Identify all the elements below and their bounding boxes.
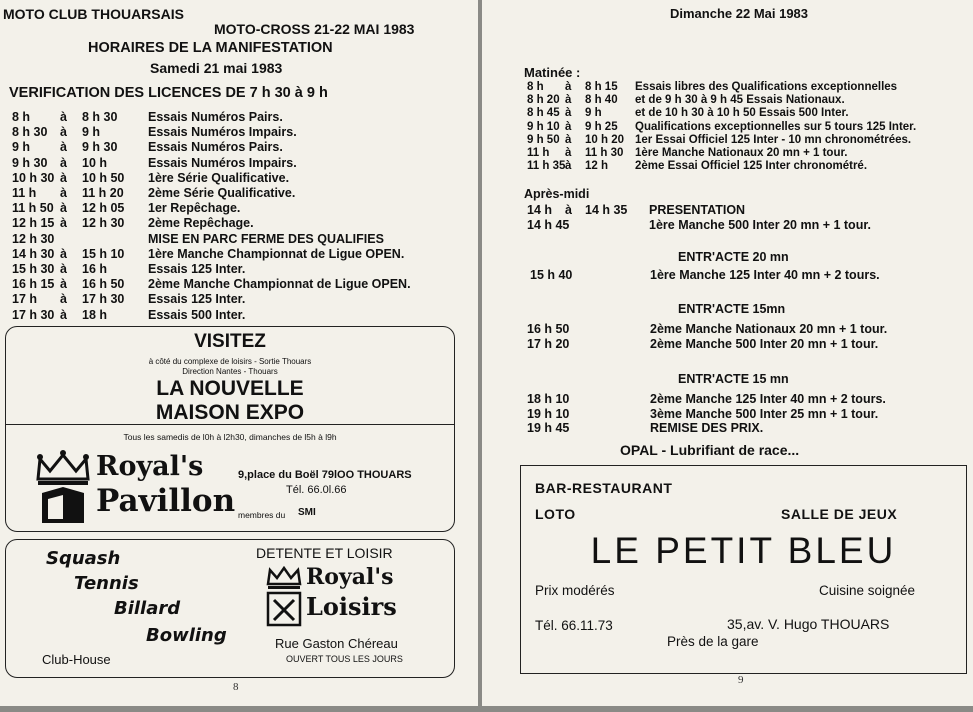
loisirs-street: Rue Gaston Chéreau: [275, 636, 398, 651]
event-title: MOTO-CROSS 21-22 MAI 1983: [214, 21, 415, 37]
schedule-from: 8 h 20: [527, 94, 560, 107]
schedule-to: [82, 232, 148, 247]
schedule-to: 10 h 50: [82, 170, 125, 185]
evening-block-2: [527, 392, 886, 436]
schedule-a: à: [565, 133, 572, 146]
schedule-to: 11 h 30: [585, 147, 624, 160]
time-1540: 15 h 40: [530, 268, 573, 282]
schedule-row: [12, 216, 411, 231]
schedule-row: [527, 81, 916, 94]
schedule-a: [565, 218, 585, 233]
schedule-label: Essais libres des Qualifications exceptionnelles: [635, 81, 898, 93]
crown-shield-icon: [264, 566, 304, 628]
schedule-a: à: [60, 277, 67, 292]
schedule-label: 1er Essai Officiel 125 Inter - 10 mn chronométrées.: [635, 133, 912, 146]
expo-name-line2: MAISON EXPO: [155, 401, 305, 424]
schedule-row: [527, 147, 916, 160]
schedule-label: 1ère Manche 500 Inter 20 mn + 1 tour.: [649, 218, 871, 232]
schedule-row: [12, 262, 411, 277]
schedule-label: Essais Numéros Pairs.: [148, 140, 283, 155]
schedule-to: 9 h: [82, 125, 101, 140]
schedule-row: [12, 292, 411, 307]
schedule-row: [527, 392, 886, 407]
bar-restaurant: BAR-RESTAURANT: [535, 480, 673, 496]
schedule-to: 12 h: [585, 160, 609, 173]
royals-brand: Royal's: [96, 451, 204, 482]
schedule-a: à: [60, 186, 67, 201]
schedule-to: 8 h 15: [585, 81, 618, 93]
schedule-row: [527, 322, 887, 337]
opal-slogan: OPAL - Lubrifiant de race...: [620, 442, 800, 458]
schedule-to: 16 h: [82, 262, 108, 277]
sport-bowling: Bowling: [146, 625, 227, 646]
schedule-a: à: [60, 262, 67, 277]
club-name: MOTO CLUB THOUARSAIS: [3, 6, 184, 22]
schedule-to: 18 h: [82, 307, 108, 322]
page-number-right: 9: [738, 674, 744, 686]
schedule-row: [527, 407, 886, 422]
schedule-to: [585, 218, 649, 233]
schedule-from: 12 h 30: [12, 231, 55, 246]
schedule-a: à: [60, 216, 67, 231]
schedule-label: et de 9 h 30 à 9 h 45 Essais Nationaux.: [635, 94, 845, 107]
entracte-15b: ENTR'ACTE 15 mn: [678, 372, 789, 386]
morning-schedule: [527, 81, 916, 173]
detente-loisir: DETENTE ET LOISIR: [256, 545, 393, 561]
schedule-row: [527, 94, 916, 107]
prix-moderes: Prix modérés: [535, 583, 615, 598]
schedule-row: [12, 110, 411, 125]
schedule-label: 2ème Manche 500 Inter 20 mn + 1 tour.: [650, 337, 879, 351]
schedule-to: 12 h 30: [82, 216, 125, 231]
maison-expo-ad: [5, 326, 455, 532]
schedule-row: [12, 171, 411, 186]
schedule-from: 8 h: [12, 110, 31, 124]
schedule-from: 12 h 15: [12, 216, 55, 231]
schedule-from: 19 h 45: [527, 421, 570, 435]
schedule-label: et de 10 h 30 à 10 h 50 Essais 500 Inter.: [635, 107, 849, 120]
schedule-to: 8 h 30: [82, 110, 118, 124]
schedule-from: 11 h 35: [527, 160, 566, 173]
expo-location: à côté du complexe de loisirs - Sortie Thouars: [148, 357, 312, 366]
schedule-row: [12, 232, 411, 247]
schedule-from: 8 h: [527, 81, 544, 93]
schedule-to: 14 h 35: [585, 203, 628, 217]
schedule-row: [527, 337, 887, 352]
schedule-a: à: [60, 292, 67, 307]
schedule-row: [527, 134, 916, 147]
royals-loisirs-ad: [5, 539, 455, 678]
petit-bleu-phone: Tél. 66.11.73: [535, 618, 613, 633]
schedule-from: 18 h 10: [527, 392, 570, 406]
afternoon-schedule: [527, 203, 871, 233]
schedule-label: 1ère Série Qualificative.: [148, 170, 290, 185]
expo-hours: Tous les samedis de l0h à l2h30, dimanches de l5h à l9h: [123, 432, 337, 442]
schedule-row: [12, 277, 411, 292]
schedule-row: [527, 421, 886, 436]
right-page: [482, 0, 973, 706]
schedule-a: à: [565, 160, 572, 173]
schedule-label: Qualifications exceptionnelles sur 5 tours 125 Inter.: [635, 120, 917, 133]
sport-billard: Billard: [114, 598, 181, 619]
schedule-label: 1ère Manche Championnat de Ligue OPEN.: [148, 246, 405, 261]
left-page: [0, 0, 478, 706]
saturday-schedule: [12, 110, 411, 323]
schedule-a: à: [565, 107, 572, 120]
schedule-to: 9 h 30: [82, 140, 118, 155]
schedule-label: Essais 500 Inter.: [148, 307, 246, 322]
label-1540: 1ère Manche 125 Inter 40 mn + 2 tours.: [650, 268, 880, 282]
near-station: Près de la gare: [667, 634, 759, 649]
entracte-20: ENTR'ACTE 20 mn: [678, 250, 789, 264]
sunday-date: Dimanche 22 Mai 1983: [670, 6, 809, 21]
schedule-row: [12, 125, 411, 140]
schedule-from: 17 h 30: [12, 307, 55, 322]
royals-loisirs-brand1: Royal's: [306, 564, 394, 590]
schedule-label: Essais 125 Inter.: [148, 292, 246, 307]
schedule-to: 8 h 40: [585, 94, 618, 107]
schedule-heading: HORAIRES DE LA MANIFESTATION: [88, 40, 333, 56]
schedule-label: 2ème Manche Nationaux 20 mn + 1 tour.: [650, 322, 888, 336]
schedule-row: [527, 218, 871, 233]
schedule-from: 11 h: [12, 186, 37, 201]
schedule-a: à: [60, 110, 67, 124]
schedule-label: Essais Numéros Pairs.: [148, 110, 283, 124]
schedule-a: à: [60, 125, 67, 140]
pavillon-phone: Tél. 66.0l.66: [286, 484, 347, 496]
schedule-from: 14 h 45: [527, 218, 570, 232]
schedule-from: 16 h 50: [527, 322, 570, 336]
schedule-a: [60, 232, 82, 247]
loisirs-open: OUVERT TOUS LES JOURS: [286, 654, 403, 664]
schedule-a: à: [60, 155, 67, 170]
schedule-label: 2ème Repêchage.: [148, 216, 254, 231]
schedule-to: 17 h 30: [82, 292, 125, 307]
schedule-row: [527, 107, 916, 120]
schedule-row: [527, 121, 916, 134]
schedule-from: 14 h: [527, 203, 553, 217]
schedule-row: [12, 201, 411, 216]
page-number-left: 8: [233, 681, 239, 693]
schedule-to: 15 h 10: [82, 246, 125, 261]
morning-label: Matinée :: [524, 65, 581, 80]
sport-tennis: Tennis: [74, 573, 139, 594]
visitez-title: VISITEZ: [194, 331, 266, 352]
loto: LOTO: [535, 506, 576, 522]
schedule-label: 2ème Manche Championnat de Ligue OPEN.: [148, 277, 411, 292]
schedule-row: [527, 160, 916, 173]
schedule-from: 19 h 10: [527, 406, 570, 421]
schedule-label: PRESENTATION: [649, 203, 746, 217]
schedule-from: 9 h 50: [527, 133, 560, 146]
schedule-label: 1ère Manche Nationaux 20 mn + 1 tour.: [635, 147, 848, 160]
schedule-label: Essais Numéros Impairs.: [148, 155, 297, 170]
schedule-from: 8 h 45: [527, 107, 560, 120]
schedule-label: 1er Repêchage.: [148, 201, 241, 216]
saturday-date: Samedi 21 mai 1983: [150, 60, 283, 76]
evening-block-1: [527, 322, 887, 352]
schedule-from: 11 h: [527, 147, 550, 160]
entracte-15a: ENTR'ACTE 15mn: [678, 302, 786, 316]
schedule-label: Essais Numéros Impairs.: [148, 125, 297, 140]
expo-name-line1: LA NOUVELLE: [156, 377, 304, 400]
schedule-a: à: [60, 201, 67, 216]
cuisine-soignee: Cuisine soignée: [819, 583, 916, 598]
schedule-from: 8 h 30: [12, 125, 48, 140]
members-label: membres du: [238, 510, 286, 520]
schedule-a: à: [565, 94, 572, 107]
schedule-from: 14 h 30: [12, 246, 55, 261]
pavillon-address: 9,place du Boël 79lOO THOUARS: [238, 469, 412, 481]
afternoon-label: Après-midi: [524, 187, 590, 201]
schedule-to: 16 h 50: [82, 277, 125, 292]
schedule-label: Essais 125 Inter.: [148, 262, 246, 277]
expo-divider: [6, 424, 454, 425]
schedule-row: [12, 140, 411, 155]
license-check: VERIFICATION DES LICENCES DE 7 h 30 à 9 h: [9, 85, 328, 101]
schedule-from: 9 h: [12, 140, 31, 155]
schedule-to: 11 h 20: [82, 186, 124, 201]
schedule-row: [12, 156, 411, 171]
smi-logo: SMI: [298, 507, 316, 518]
crown-house-icon: [28, 449, 98, 527]
schedule-label: MISE EN PARC FERME DES QUALIFIES: [148, 231, 384, 246]
schedule-to: 9 h: [585, 107, 602, 120]
schedule-a: à: [60, 140, 67, 155]
schedule-to: 10 h: [82, 155, 108, 170]
schedule-row: [12, 308, 411, 323]
schedule-a: à: [565, 147, 572, 160]
royals-loisirs-brand2: Loisirs: [306, 592, 397, 621]
schedule-label: 2ème Essai Officiel 125 Inter chronométré.: [635, 160, 868, 173]
schedule-to: 9 h 25: [585, 120, 618, 133]
schedule-label: REMISE DES PRIX.: [650, 421, 764, 435]
schedule-a: à: [60, 170, 67, 185]
petit-bleu-address: 35,av. V. Hugo THOUARS: [727, 616, 890, 632]
sport-squash: Squash: [46, 548, 121, 569]
petit-bleu-ad: [520, 465, 967, 674]
salle-jeux: SALLE DE JEUX: [781, 506, 898, 522]
schedule-a: à: [60, 246, 67, 261]
schedule-from: 10 h 30: [12, 170, 55, 185]
schedule-from: 15 h 30: [12, 262, 55, 277]
schedule-label: 3ème Manche 500 Inter 25 mn + 1 tour.: [650, 406, 879, 421]
schedule-row: [527, 203, 871, 218]
schedule-a: à: [565, 81, 572, 93]
schedule-a: à: [565, 203, 572, 217]
schedule-label: 2ème Série Qualificative.: [148, 186, 296, 201]
schedule-from: 16 h 15: [12, 277, 55, 292]
schedule-from: 9 h 30: [12, 155, 48, 170]
schedule-from: 11 h 50: [12, 201, 54, 216]
schedule-label: 2ème Manche 125 Inter 40 mn + 2 tours.: [650, 392, 886, 406]
schedule-from: 17 h: [12, 292, 38, 307]
schedule-from: 9 h 10: [527, 120, 560, 133]
expo-direction: Direction Nantes - Thouars: [182, 367, 278, 376]
schedule-from: 17 h 20: [527, 337, 570, 351]
schedule-row: [12, 247, 411, 262]
schedule-a: à: [565, 120, 572, 133]
club-house: Club-House: [42, 652, 111, 667]
schedule-a: à: [60, 307, 67, 322]
schedule-row: [12, 186, 411, 201]
schedule-to: 12 h 05: [82, 201, 125, 216]
pavillon-brand: Pavillon: [96, 483, 236, 519]
schedule-to: 10 h 20: [585, 133, 624, 146]
petit-bleu-name: LE PETIT BLEU: [590, 530, 897, 571]
